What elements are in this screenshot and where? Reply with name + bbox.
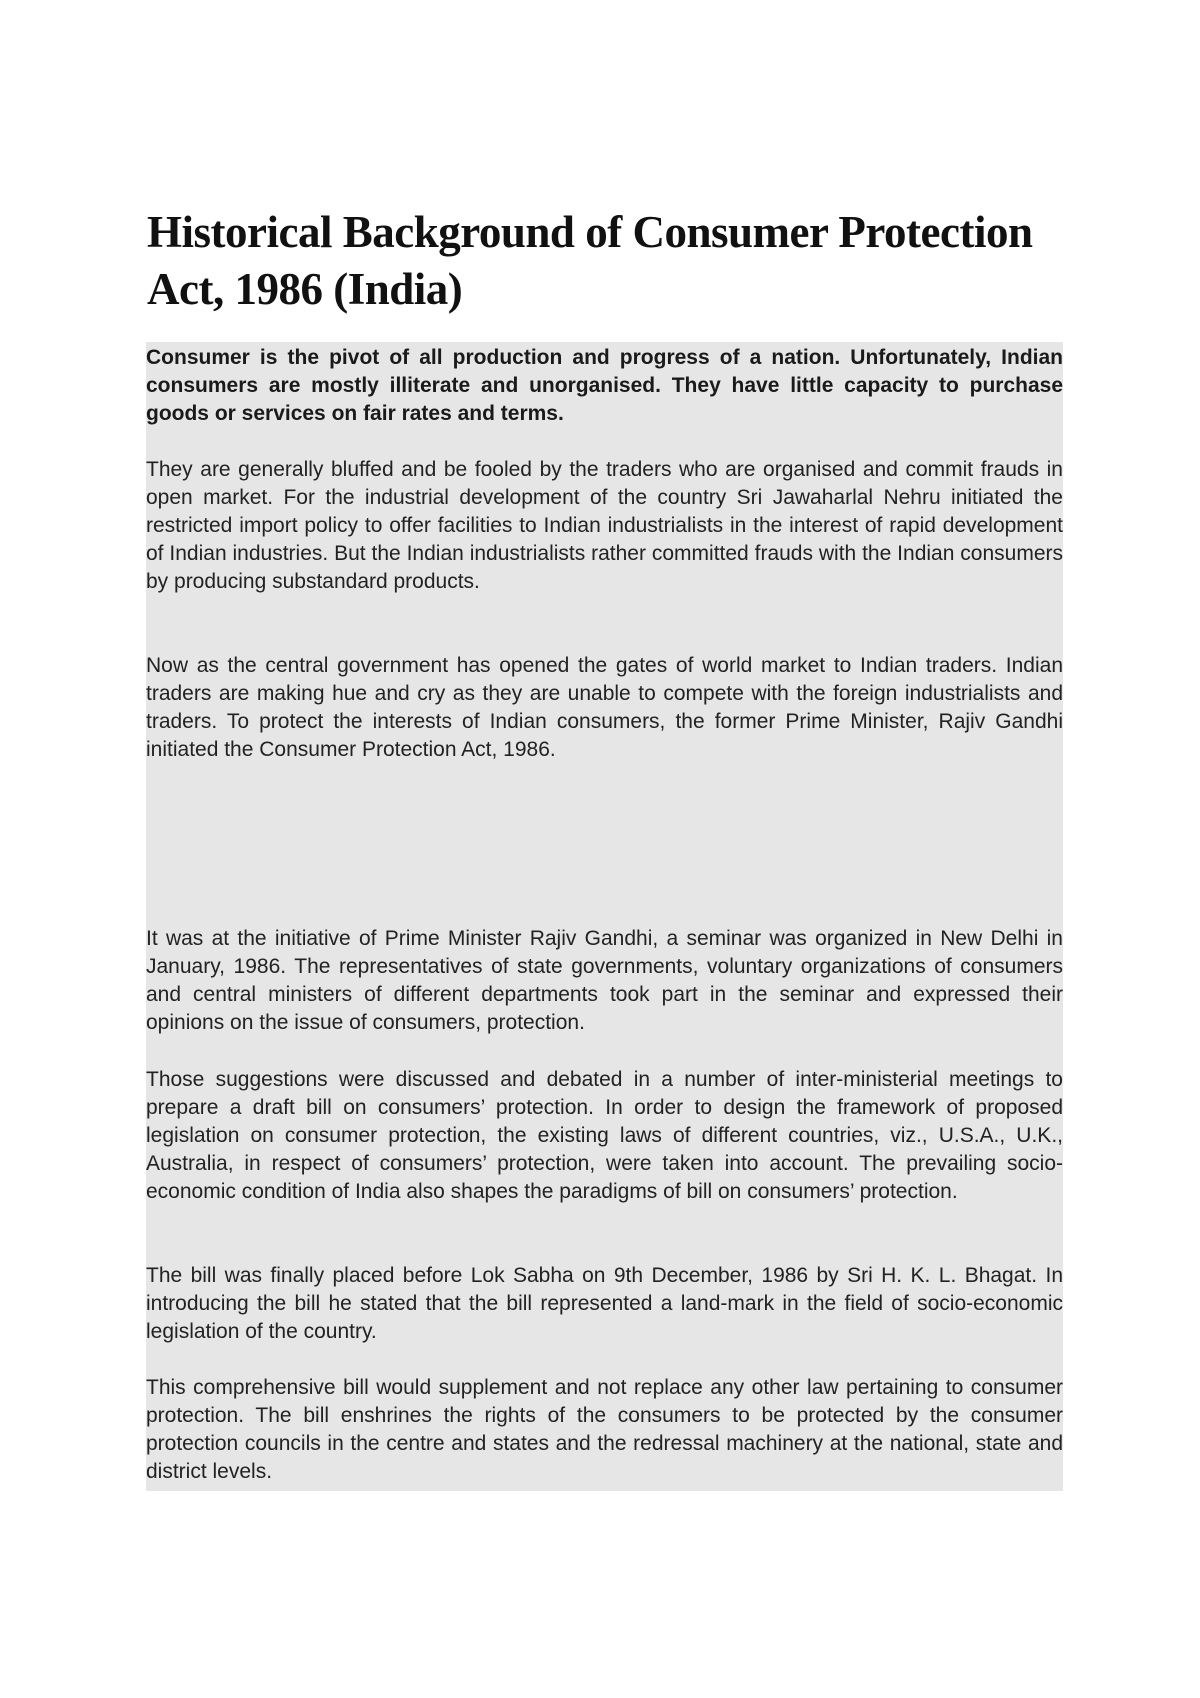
paragraph: This comprehensive bill would supplement and not replace any other law pertaining to consumer protection. The bill enshrines the rights of the consumers to be protected by the consumer protection councils in the centre and states and the redressal machinery at the national, state and district levels. [146, 1376, 1063, 1483]
paragraph: The bill was finally placed before Lok Sabha on 9th December, 1986 by Sri H. K. L. Bhagat. In introducing the bill he stated that the bill represented a land-mark in the field of socio-economic legislation of the country. [146, 1264, 1063, 1343]
paragraph: Those suggestions were discussed and debated in a number of inter-ministerial meetings to prepare a draft bill on consumers’ protection. In order to design the framework of proposed legislation on consumer protection, the existing laws of different countries, viz., U.S.A., U.K., Australia, in respect of consumers’ protection, were taken into account. The prevailing socio-economic condition of India also shapes the paradigms of bill on consumers’ protection. [146, 1068, 1063, 1203]
paragraph: Now as the central government has opened the gates of world market to Indian traders. Indian traders are making hue and cry as they are unable to compete with the foreign industrialists and traders. To protect the interests of Indian consumers, the former Prime Minister, Rajiv Gandhi initiated the Consumer Protection Act, 1986. [146, 654, 1063, 761]
intro-paragraph: Consumer is the pivot of all production and progress of a nation. Unfortunately, Indian consumers are mostly illiterate and unorganised. They have little capacity to purchase goods or services on fair rates and terms. [146, 346, 1063, 425]
paragraph: It was at the initiative of Prime Minister Rajiv Gandhi, a seminar was organized in New Delhi in January, 1986. The representatives of state governments, voluntary organizations of consumers and central ministers of different departments took part in the seminar and expressed their opinions on the issue of consumers, protection. [146, 927, 1063, 1034]
paragraph: They are generally bluffed and be fooled by the traders who are organised and commit frauds in open market. For the industrial development of the country Sri Jawaharlal Nehru initiated the restricted import policy to offer facilities to Indian industrialists in the interest of rapid development of Indian industries. But the Indian industrialists rather committed frauds with the Indian consumers by producing substandard products. [146, 458, 1063, 593]
page-title: Historical Background of Consumer Protection Act, 1986 (India) [147, 207, 1033, 314]
